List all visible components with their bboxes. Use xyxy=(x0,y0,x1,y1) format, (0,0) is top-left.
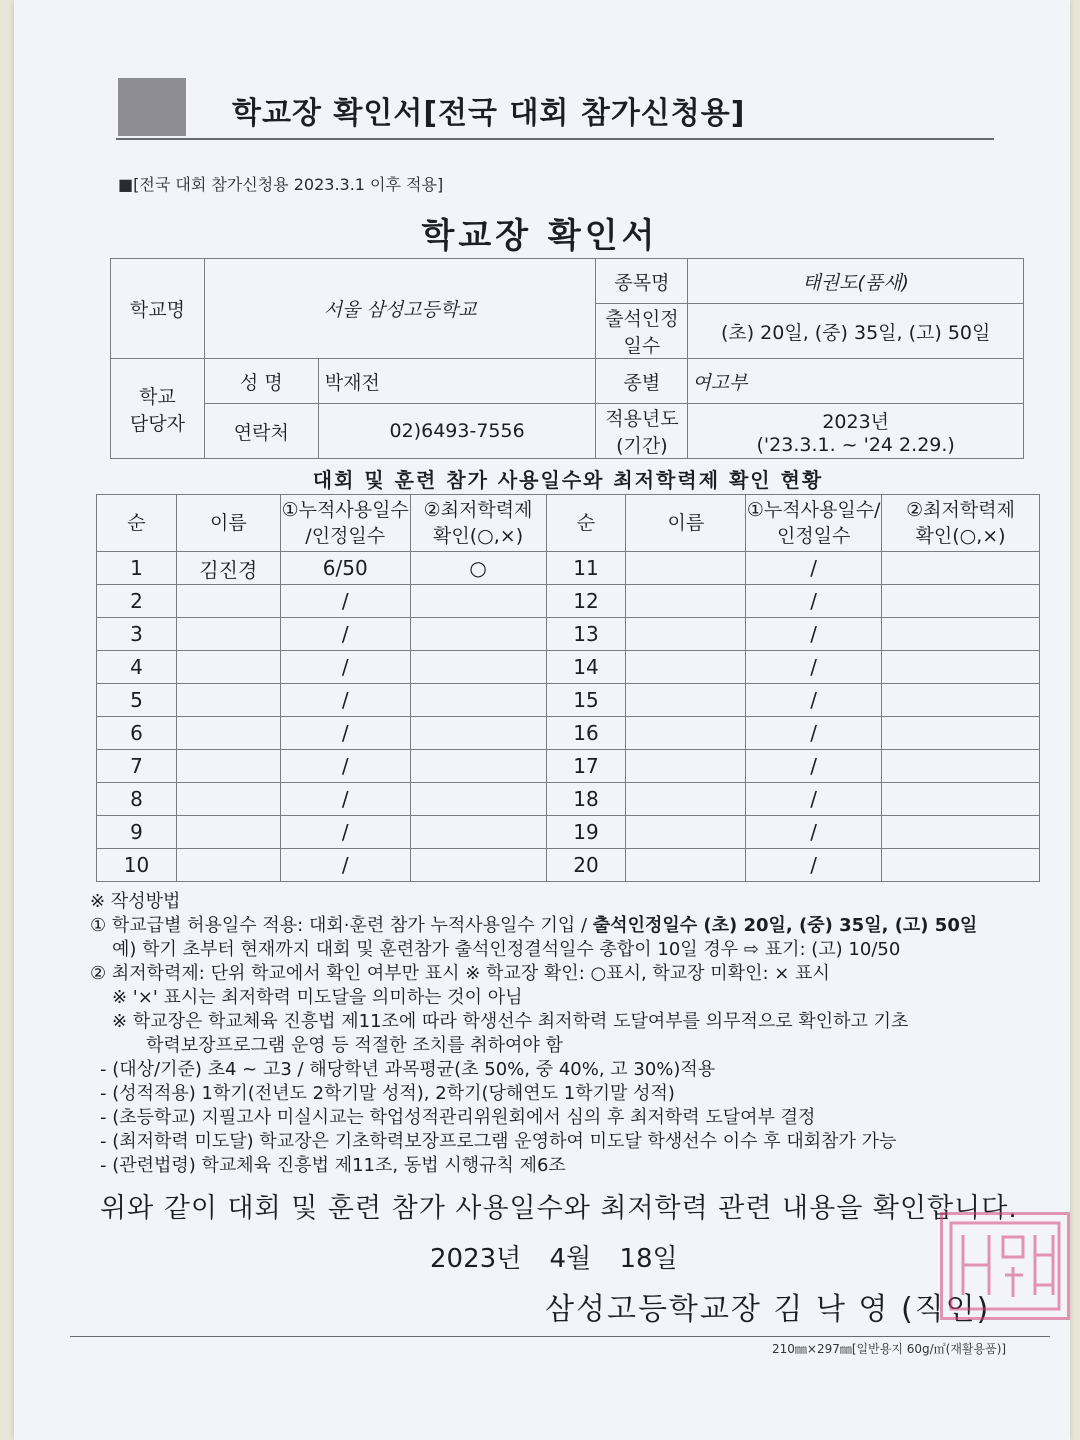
paper-spec: 210㎜×297㎜[일반용지 60g/㎡(재활용품)] xyxy=(772,1342,1007,1356)
row-no: 9 xyxy=(97,816,177,849)
row-name xyxy=(176,783,280,816)
row-no-right: 19 xyxy=(546,816,626,849)
year-range: ('23.3.1. ~ '24 2.29.) xyxy=(756,433,955,456)
row-no-right: 20 xyxy=(546,849,626,882)
method-line-1 xyxy=(90,914,1050,938)
table-row xyxy=(97,783,1040,816)
table-row xyxy=(97,816,1040,849)
method-line-5: ※ 학교장은 학교체육 진흥법 제11조에 따라 학생선수 최저학력 도달여부를 의무적으로 확인하고 기초 xyxy=(112,1011,909,1032)
row-days-right: / xyxy=(746,651,882,684)
row-check xyxy=(410,717,546,750)
row-name-right xyxy=(626,750,746,783)
signer-line: 삼성고등학교장 김 낙 영 (직인) xyxy=(545,1292,991,1327)
row-no-right: 16 xyxy=(546,717,626,750)
method-line-10: - (최저학력 미도달) 학교장은 기초학력보장프로그램 운영하여 미도달 학생선수 이수 후 대회참가 가능 xyxy=(100,1131,897,1152)
row-days: / xyxy=(280,816,410,849)
header-divider xyxy=(116,138,994,140)
row-check xyxy=(410,849,546,882)
table-row xyxy=(97,651,1040,684)
staff-name-label: 성 명 xyxy=(204,359,318,404)
method-line-11: - (관련법령) 학교체육 진흥법 제11조, 동법 시행규칙 제6조 xyxy=(100,1155,566,1176)
section-title: 대회 및 훈련 참가 사용일수와 최저학력제 확인 현황 xyxy=(312,468,824,492)
row-days: / xyxy=(280,750,410,783)
row-no-right: 17 xyxy=(546,750,626,783)
row-no-right: 11 xyxy=(546,552,626,585)
table-row xyxy=(97,684,1040,717)
contact-label: 연락처 xyxy=(204,404,318,459)
confirmation-text: 위와 같이 대회 및 훈련 참가 사용일수와 최저학력 관련 내용을 확인합니다. xyxy=(100,1193,1018,1224)
table-row xyxy=(97,717,1040,750)
row-no-right: 18 xyxy=(546,783,626,816)
row-name-right xyxy=(626,783,746,816)
contact-value: 02)6493-7556 xyxy=(318,404,596,459)
row-name-right xyxy=(626,717,746,750)
row-name xyxy=(176,816,280,849)
document-title: 학교장 확인서 xyxy=(421,216,659,256)
header-name: 이름 xyxy=(176,495,280,552)
row-name-right xyxy=(626,552,746,585)
row-check xyxy=(410,618,546,651)
row-name-right xyxy=(626,849,746,882)
method-line-7: - (대상/기준) 초4 ~ 고3 / 해당학년 과목평균(초 50%, 중 40%, 고 30%)적용 xyxy=(100,1059,716,1080)
row-days-right: / xyxy=(746,783,882,816)
table-row xyxy=(97,618,1040,651)
method-line-1a: ① 학교급별 허용일수 적용: 대회·훈련 참가 누적사용일수 기입 / xyxy=(90,915,593,936)
row-name-right xyxy=(626,816,746,849)
row-days: / xyxy=(280,651,410,684)
writing-method xyxy=(90,890,1050,1178)
row-no: 1 xyxy=(97,552,177,585)
row-name xyxy=(176,849,280,882)
row-name xyxy=(176,717,280,750)
row-days-right: / xyxy=(746,585,882,618)
method-title: ※ 작성방법 xyxy=(90,891,181,912)
row-check: ○ xyxy=(410,552,546,585)
staff-label: 학교 담당자 xyxy=(111,359,205,459)
row-check-right xyxy=(882,618,1040,651)
row-days: / xyxy=(280,717,410,750)
row-check-right xyxy=(882,750,1040,783)
row-days-right: / xyxy=(746,684,882,717)
row-name-right xyxy=(626,684,746,717)
row-check-right xyxy=(882,849,1040,882)
row-name xyxy=(176,618,280,651)
row-days-right: / xyxy=(746,717,882,750)
header-days: ①누적사용일수 /인정일수 xyxy=(280,495,410,552)
row-days: / xyxy=(280,684,410,717)
row-check xyxy=(410,816,546,849)
staff-name-value: 박재전 xyxy=(318,359,596,404)
method-line-3: ② 최저학력제: 단위 학교에서 확인 여부만 표시 ※ 학교장 확인: ○표시, 학교장 미확인: × 표시 xyxy=(90,963,830,984)
header-name-right: 이름 xyxy=(626,495,746,552)
year-label: 적용년도 (기간) xyxy=(596,404,688,459)
row-days: / xyxy=(280,849,410,882)
row-days-right: / xyxy=(746,849,882,882)
row-check xyxy=(410,783,546,816)
row-days-right: / xyxy=(746,618,882,651)
row-name xyxy=(176,651,280,684)
row-days-right: / xyxy=(746,552,882,585)
header-title: 학교장 확인서[전국 대회 참가신청용] xyxy=(232,96,746,131)
apply-note: ■[전국 대회 참가신청용 2023.3.1 이후 적용] xyxy=(118,175,444,194)
row-check-right xyxy=(882,552,1040,585)
table-row xyxy=(97,585,1040,618)
official-seal-stamp xyxy=(940,1212,1070,1320)
event-value: 태권도(품새) xyxy=(688,259,1024,304)
confirmation-date: 2023년 4월 18일 xyxy=(430,1244,678,1274)
row-no: 2 xyxy=(97,585,177,618)
row-no: 4 xyxy=(97,651,177,684)
method-line-2: 예) 학기 초부터 현재까지 대회 및 훈련참가 출석인정결석일수 총합이 10일 경우 ⇨ 표기: (고) 10/50 xyxy=(112,939,901,960)
school-name-label: 학교명 xyxy=(111,259,205,359)
header-check-right: ②최저학력제 확인(○,×) xyxy=(882,495,1040,552)
row-no: 6 xyxy=(97,717,177,750)
method-line-8: - (성적적용) 1학기(전년도 2학기말 성적), 2학기(당해연도 1학기말 성적) xyxy=(100,1083,675,1104)
attendance-value: (초) 20일, (중) 35일, (고) 50일 xyxy=(688,304,1024,359)
table-row xyxy=(97,552,1040,585)
row-no: 8 xyxy=(97,783,177,816)
row-check-right xyxy=(882,717,1040,750)
category-value: 여고부 xyxy=(688,359,1024,404)
table-row xyxy=(97,849,1040,882)
row-check xyxy=(410,684,546,717)
row-days-right: / xyxy=(746,750,882,783)
row-name xyxy=(176,750,280,783)
row-no: 7 xyxy=(97,750,177,783)
method-line-9: - (초등학교) 지필고사 미실시교는 학업성적관리위원회에서 심의 후 최저학력 도달여부 결정 xyxy=(100,1107,816,1128)
row-name-right xyxy=(626,651,746,684)
row-no: 3 xyxy=(97,618,177,651)
row-check-right xyxy=(882,585,1040,618)
seal-pattern-icon xyxy=(943,1215,1067,1317)
row-no-right: 14 xyxy=(546,651,626,684)
row-check-right xyxy=(882,651,1040,684)
row-name-right xyxy=(626,618,746,651)
method-line-4: ※ '×' 표시는 최저학력 미도달을 의미하는 것이 아님 xyxy=(112,987,523,1008)
row-check xyxy=(410,750,546,783)
event-label: 종목명 xyxy=(596,259,688,304)
row-check-right xyxy=(882,684,1040,717)
year-cell xyxy=(688,404,1024,459)
bottom-divider xyxy=(70,1336,1050,1337)
row-no-right: 12 xyxy=(546,585,626,618)
year-value: 2023년 xyxy=(822,410,890,433)
row-check xyxy=(410,585,546,618)
row-no: 5 xyxy=(97,684,177,717)
header-gray-block xyxy=(118,78,186,136)
row-check-right xyxy=(882,783,1040,816)
row-no-right: 15 xyxy=(546,684,626,717)
header-check: ②최저학력제 확인(○,×) xyxy=(410,495,546,552)
header-no: 순 xyxy=(97,495,177,552)
attendance-label: 출석인정 일수 xyxy=(596,304,688,359)
row-days-right: / xyxy=(746,816,882,849)
row-no-right: 13 xyxy=(546,618,626,651)
row-name-right xyxy=(626,585,746,618)
table-row xyxy=(97,750,1040,783)
row-check-right xyxy=(882,816,1040,849)
info-table xyxy=(110,258,1024,459)
category-label: 종별 xyxy=(596,359,688,404)
header-days-right: ①누적사용일수/ 인정일수 xyxy=(746,495,882,552)
school-name-value: 서울 삼성고등학교 xyxy=(204,259,596,359)
row-name xyxy=(176,585,280,618)
participation-grid xyxy=(96,494,1040,882)
method-line-6: 학력보장프로그램 운영 등 적절한 조치를 취하여야 함 xyxy=(146,1035,563,1056)
row-days: 6/50 xyxy=(280,552,410,585)
row-days: / xyxy=(280,585,410,618)
header-no-right: 순 xyxy=(546,495,626,552)
row-days: / xyxy=(280,783,410,816)
row-name xyxy=(176,684,280,717)
row-name: 김진경 xyxy=(176,552,280,585)
row-days: / xyxy=(280,618,410,651)
row-no: 10 xyxy=(97,849,177,882)
row-check xyxy=(410,651,546,684)
method-line-1b: 출석인정일수 (초) 20일, (중) 35일, (고) 50일 xyxy=(592,915,978,936)
